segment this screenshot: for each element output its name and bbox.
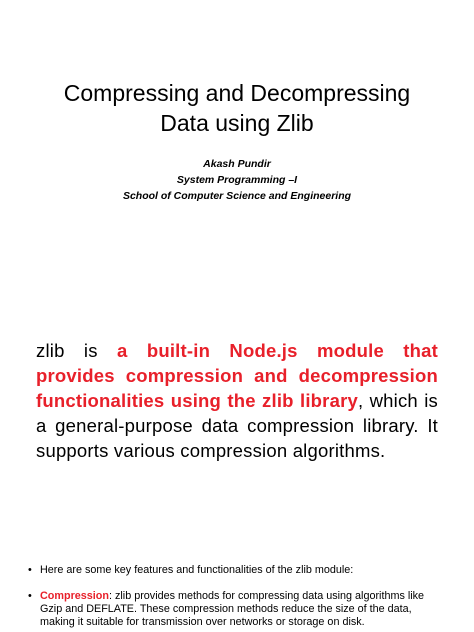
features-intro: Here are some key features and functionalities of the zlib module: xyxy=(40,564,354,576)
compression-term: Compression xyxy=(40,590,109,602)
slide-title xyxy=(20,78,454,138)
course-name: System Programming –I xyxy=(176,174,298,186)
title-slide xyxy=(0,0,474,300)
title-line-1: Compressing and Decompressing xyxy=(63,80,411,106)
bullet-icon: • xyxy=(28,590,32,602)
byline xyxy=(20,156,454,204)
definition-highlight: a built-in Node.js module that provides compression and decompression functionalities using the zlib library xyxy=(36,340,438,411)
features-slide xyxy=(0,530,474,632)
features-list xyxy=(28,564,448,632)
definition-rest: , which is a general-purpose data compression library. It supports various compression algorithms. xyxy=(36,390,438,461)
list-item xyxy=(28,564,448,577)
school-name: School of Computer Science and Engineering xyxy=(122,190,352,202)
title-line-2: Data using Zlib xyxy=(160,110,314,136)
author-name: Akash Pundir xyxy=(203,158,271,170)
bullet-icon: • xyxy=(28,564,32,576)
definition-paragraph xyxy=(36,338,438,463)
compression-description: : zlib provides methods for compressing data using algorithms like Gzip and DEFLATE. These compression methods reduce the size of the data, making it suitable for transmission over networks or storage on disk. xyxy=(40,590,425,628)
definition-lead: zlib is xyxy=(36,340,117,361)
definition-slide xyxy=(0,300,474,530)
list-item xyxy=(28,590,448,629)
